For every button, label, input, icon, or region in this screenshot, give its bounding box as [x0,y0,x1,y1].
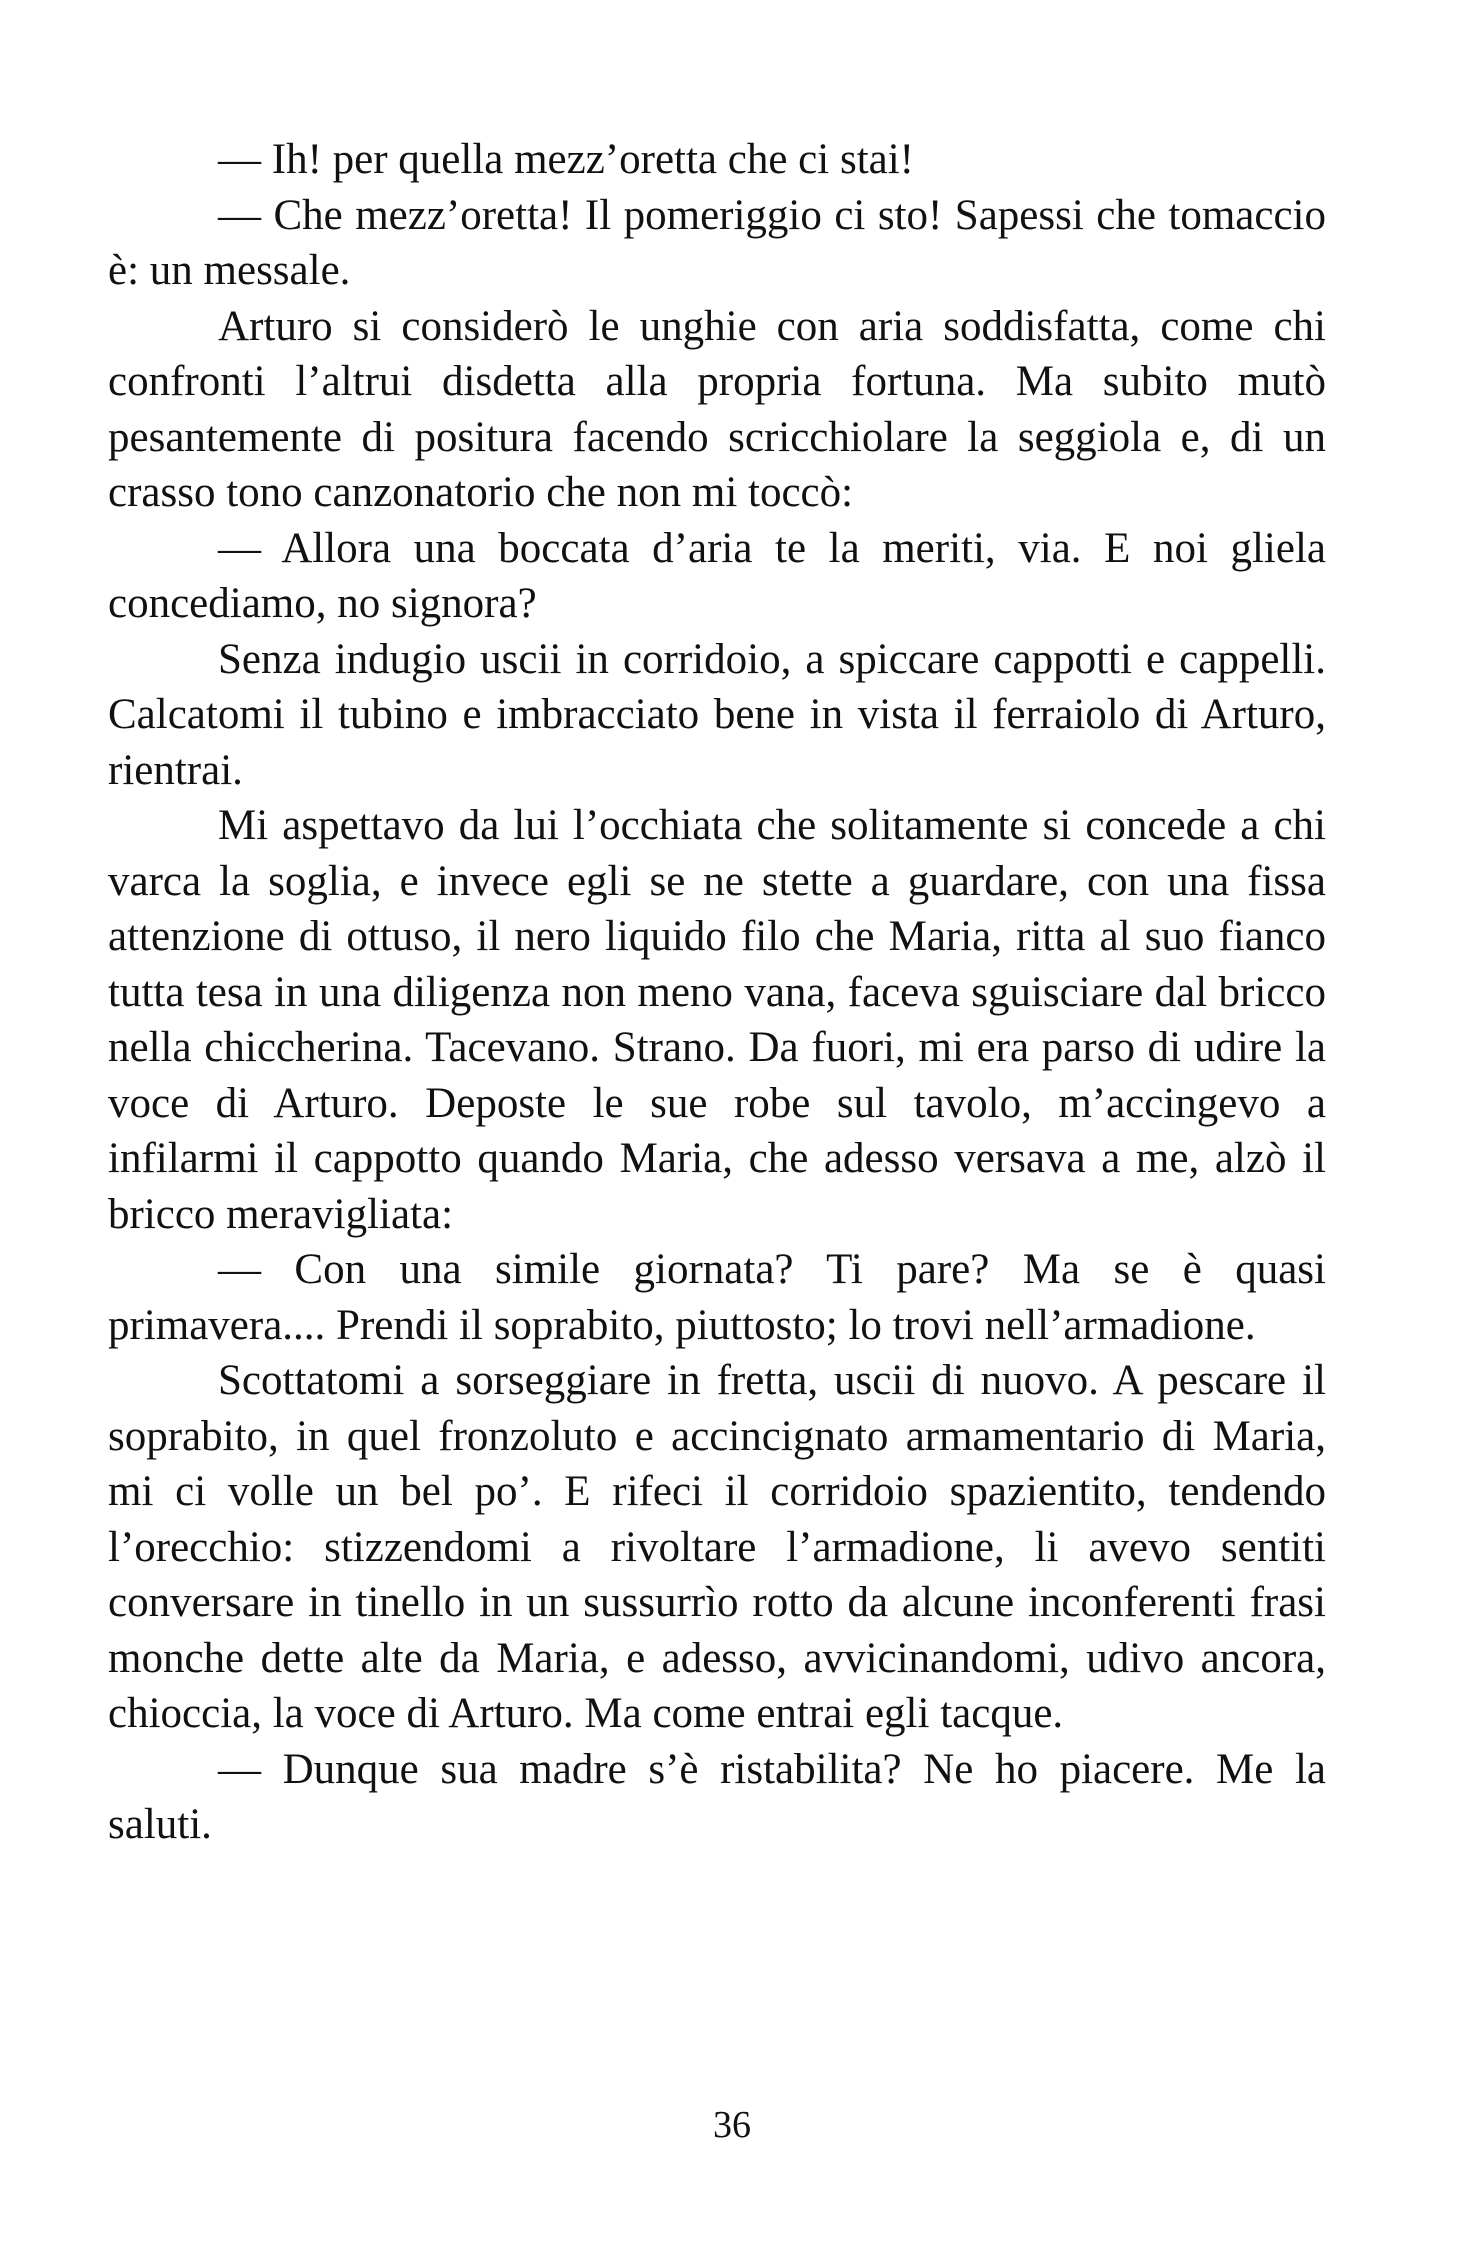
paragraph: Mi aspettavo da lui l’occhiata che solitamente si concede a chi varca la soglia, e invece egli se ne stette a guardare, con una fissa attenzione di ottuso, il nero liquido filo che Maria, ritta al suo fianco tutta tesa in una diligenza non meno vana, faceva sguisciare dal bricco nella chiccherina. Tacevano. Strano. Da fuori, mi era parso di udire la voce di Arturo. Deposte le sue robe sul tavolo, m’accingevo a infilarmi il cappotto quando Maria, che adesso versava a me, alzò il bricco meravigliata: [108,802,1326,1238]
paragraph: Arturo si considerò le unghie con aria soddisfatta, come chi confronti l’altrui disdetta alla propria fortuna. Ma subito mutò pesantemente di positura facendo scricchiolare la seggiola e, di un crasso tono canzonatorio che non mi toccò: [108,302,1326,516]
paragraph: Scottatomi a sorseggiare in fretta, uscii di nuovo. A pescare il soprabito, in quel fronzoluto e accincignato armamentario di Maria, mi ci volle un bel po’. E rifeci il corridoio spazientito, tendendo l’orecchio: stizzendomi a rivoltare l’armadione, li avevo sentiti conversare in tinello in un sussurrìo rotto da alcune inconferenti frasi monche dette alte da Maria, e adesso, avvicinandomi, udivo ancora, chioccia, la voce di Arturo. Ma come entrai egli tacque. [108,1357,1326,1737]
paragraph: — Dunque sua madre s’è ristabilita? Ne ho piacere. Me la saluti. [108,1745,1326,1848]
paragraph: — Allora una boccata d’aria te la meriti, via. E noi gliela concediamo, no signora? [108,524,1326,627]
paragraph: — Ih! per quella mezz’oretta che ci stai! [218,136,914,183]
paragraph: Senza indugio uscii in corridoio, a spiccare cappotti e cappelli. Calcatomi il tubino e imbracciato bene in vista il ferraiolo di Arturo, rientrai. [108,635,1326,794]
paragraph: — Che mezz’oretta! Il pomeriggio ci sto! Sapessi che tomaccio è: un messale. [108,191,1326,294]
page-number: 36 [713,2104,751,2146]
paragraph: — Con una simile giornata? Ti pare? Ma se è quasi primavera.... Prendi il soprabito, piuttosto; lo trovi nell’armadione. [108,1246,1326,1349]
page-body [108,132,1326,1853]
